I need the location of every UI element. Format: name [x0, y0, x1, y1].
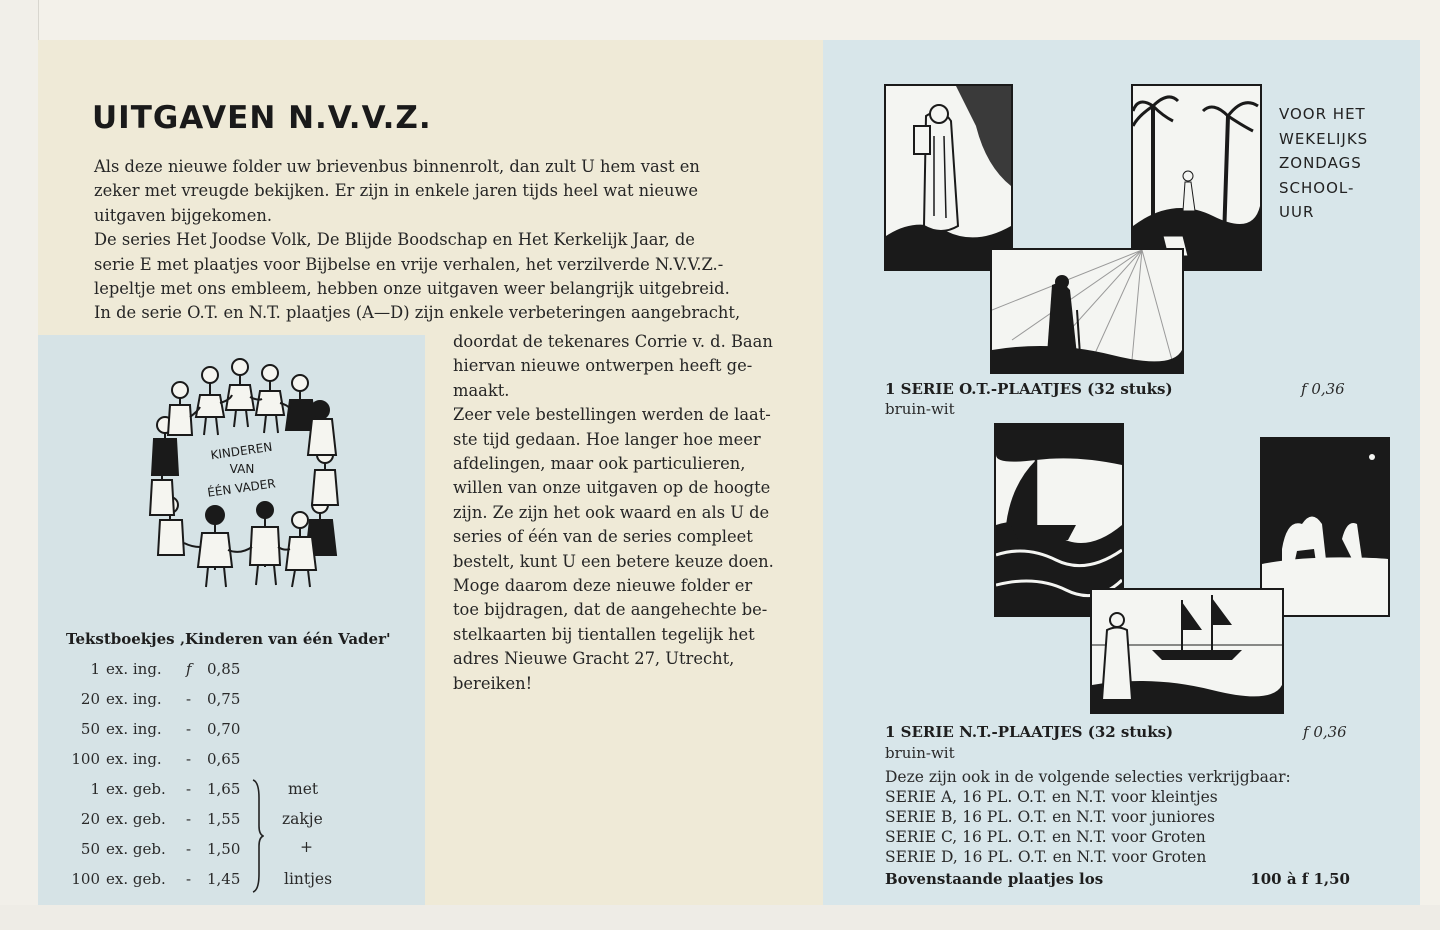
price-type: ex. ing. — [106, 720, 162, 738]
price-value: 0,70 — [207, 720, 241, 738]
price-type: ex. ing. — [106, 690, 162, 708]
intro-line: In de serie O.T. en N.T. plaatjes (A—D) zijn enkele verbeteringen aangebracht, — [94, 303, 741, 323]
price-qty: 1 — [90, 660, 100, 678]
price-currency: f — [186, 660, 192, 678]
price-qty: 50 — [80, 840, 100, 858]
loose-prints-price: 100 à f 1,50 — [1250, 870, 1350, 888]
page-title: UITGAVEN N.V.V.Z. — [92, 100, 432, 136]
voor-line: SCHOOL- — [1279, 178, 1355, 197]
children-ring-emblem — [140, 355, 345, 600]
table-surface — [0, 905, 1440, 930]
price-qty: 20 — [80, 810, 100, 828]
emblem-text-line2: VAN — [229, 462, 255, 476]
price-qty: 1 — [90, 780, 100, 798]
ot-illustration-prophet — [990, 248, 1184, 374]
nt-illustration-shore — [1090, 588, 1284, 714]
intro-line: zeker met vreugde bekijken. Er zijn in enkele jaren tijds heel wat nieuwe — [94, 181, 699, 201]
price-value: 0,65 — [207, 750, 241, 768]
body-column — [453, 330, 806, 696]
body-line: bereiken! — [453, 673, 533, 693]
ot-series-title: 1 SERIE O.T.-PLAATJES (32 stuks) — [885, 380, 1173, 398]
body-line: zijn. Ze zijn het ook waard en als U de — [453, 502, 770, 522]
intro-line: De series Het Joodse Volk, De Blijde Boodschap en Het Kerkelijk Jaar, de — [94, 230, 695, 250]
price-value: 1,50 — [207, 840, 241, 858]
body-line: Moge daarom deze nieuwe folder er — [453, 576, 753, 596]
price-qty: 100 — [71, 870, 100, 888]
selection-item: SERIE A, 16 PL. O.T. en N.T. voor kleintjes — [885, 788, 1218, 806]
body-line: afdelingen, maar ook particulieren, — [453, 454, 746, 474]
voor-line: WEKELIJKS — [1279, 129, 1369, 148]
price-value: 1,45 — [207, 870, 241, 888]
emblem-text-line3: ÉÉN VADER — [206, 476, 277, 500]
intro-line: lepeltje met ons embleem, hebben onze uitgaven weer belangrijk uitgebreid. — [94, 279, 730, 299]
body-line: series of één van de series compleet — [453, 527, 753, 547]
price-type: ex. geb. — [106, 870, 166, 888]
body-line: bestelt, kunt U een betere keuze doen. — [453, 551, 774, 571]
price-type: ex. geb. — [106, 780, 166, 798]
price-value: 1,65 — [207, 780, 241, 798]
nt-series-color: bruin-wit — [885, 744, 955, 762]
ot-series-price: f 0,36 — [1301, 380, 1345, 398]
sunday-school-heading — [1279, 102, 1368, 225]
price-type: ex. geb. — [106, 810, 166, 828]
price-value: 0,75 — [207, 690, 241, 708]
booklet-price-title: Tekstboekjes ‚Kinderen van één Vader' — [66, 630, 391, 648]
gift-note-zakje: zakje — [282, 810, 323, 828]
gift-note-lintjes: lintjes — [284, 870, 333, 888]
nt-series-price: f 0,36 — [1303, 723, 1347, 741]
body-line: maakt. — [453, 380, 510, 400]
body-line: willen van onze uitgaven op de hoogte — [453, 478, 771, 498]
body-line: stelkaarten bij tientallen tegelijk het — [453, 624, 755, 644]
body-line: ste tijd gedaan. Hoe langer hoe meer — [453, 429, 761, 449]
body-line: toe bijdragen, dat de aangehechte be- — [453, 600, 768, 620]
price-value: 0,85 — [207, 660, 241, 678]
selection-intro: Deze zijn ook in de volgende selecties verkrijgbaar: — [885, 768, 1291, 786]
selection-item: SERIE B, 16 PL. O.T. en N.T. voor juniores — [885, 808, 1215, 826]
voor-line: UUR — [1279, 203, 1315, 221]
price-dash: - — [186, 690, 192, 708]
page-fold — [0, 0, 39, 930]
gift-note-plus: + — [300, 838, 313, 856]
body-line: hiervan nieuwe ontwerpen heeft ge- — [453, 356, 753, 376]
selection-item: SERIE C, 16 PL. O.T. en N.T. voor Groten — [885, 828, 1206, 846]
price-value: 1,55 — [207, 810, 241, 828]
price-qty: 50 — [80, 720, 100, 738]
price-type: ex. ing. — [106, 660, 162, 678]
ot-series-color: bruin-wit — [885, 400, 955, 418]
emblem-text-line1: KINDEREN — [209, 439, 274, 463]
ot-illustration-moses — [884, 84, 1013, 271]
body-line: adres Nieuwe Gracht 27, Utrecht, — [453, 649, 735, 669]
selection-item: SERIE D, 16 PL. O.T. en N.T. voor Groten — [885, 848, 1207, 866]
ot-illustration-palms — [1131, 84, 1262, 271]
price-qty: 20 — [80, 690, 100, 708]
price-dash: - — [186, 720, 192, 738]
body-line: Zeer vele bestellingen werden de laat- — [453, 405, 771, 425]
voor-line: ZONDAGS — [1279, 154, 1362, 172]
intro-paragraph — [94, 155, 806, 326]
nt-series-title: 1 SERIE N.T.-PLAATJES (32 stuks) — [885, 723, 1174, 741]
intro-line: serie E met plaatjes voor Bijbelse en vrije verhalen, het verzilverde N.V.V.Z.- — [94, 254, 724, 274]
loose-prints-line — [885, 870, 1350, 888]
loose-prints-label: Bovenstaande plaatjes los — [885, 870, 1104, 888]
gift-note-met: met — [288, 780, 319, 798]
brace-icon — [250, 778, 264, 894]
price-dash: - — [186, 840, 192, 858]
intro-line: uitgaven bijgekomen. — [94, 205, 272, 225]
price-type: ex. ing. — [106, 750, 162, 768]
price-dash: - — [186, 810, 192, 828]
voor-line: VOOR HET — [1279, 105, 1366, 123]
price-dash: - — [186, 870, 192, 888]
intro-line: Als deze nieuwe folder uw brievenbus binnenrolt, dan zult U hem vast en — [94, 157, 700, 176]
price-dash: - — [186, 750, 192, 768]
price-qty: 100 — [71, 750, 100, 768]
price-dash: - — [186, 780, 192, 798]
price-type: ex. geb. — [106, 840, 166, 858]
selection-list — [885, 767, 1325, 867]
body-line: doordat de tekenares Corrie v. d. Baan — [453, 332, 773, 351]
